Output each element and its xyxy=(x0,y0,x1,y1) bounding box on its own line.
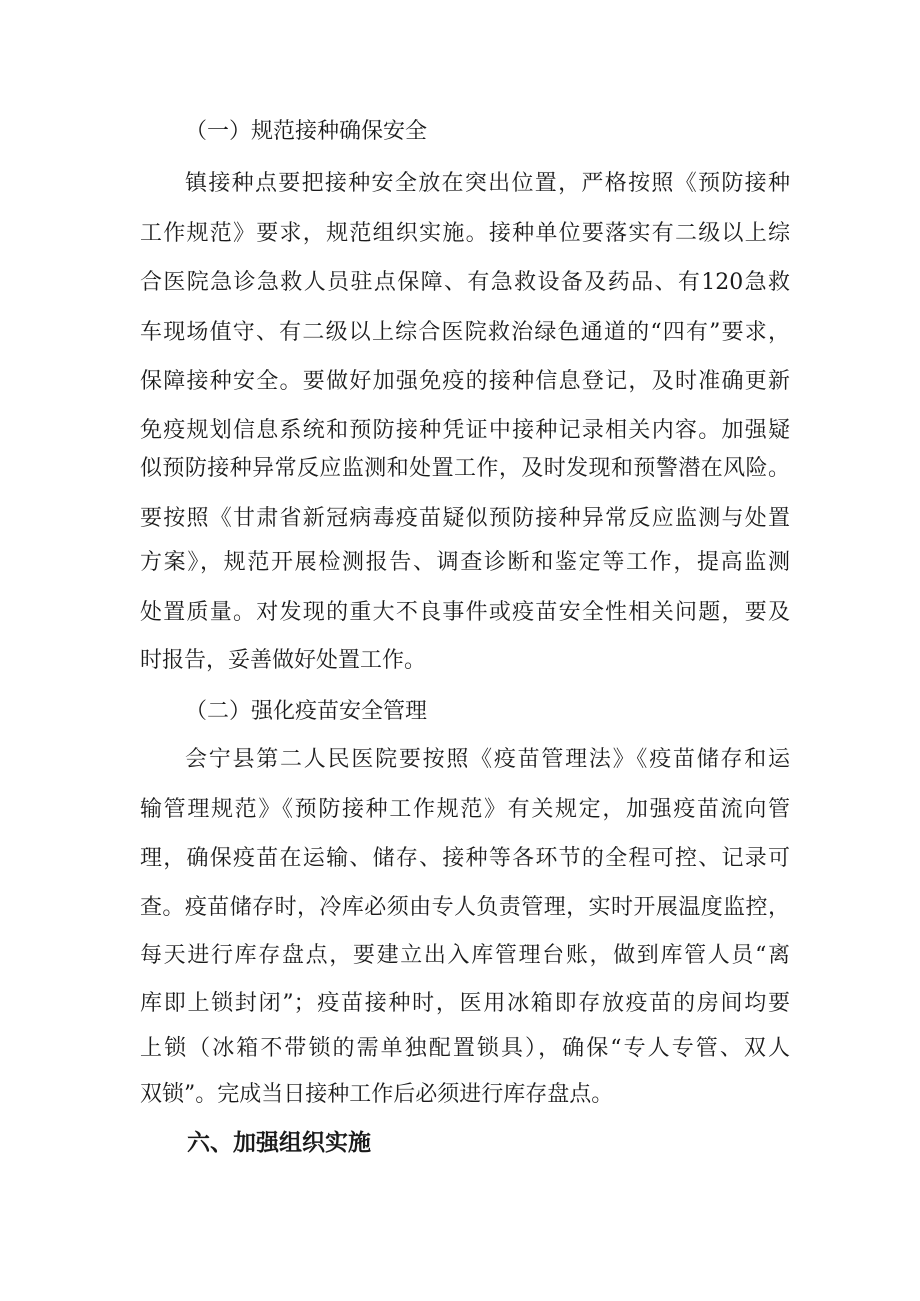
paragraph-line: 方案》，规范开展检测报告、调查诊断和鉴定等工作，提高监测 xyxy=(140,550,790,575)
paragraph-line: 理，确保疫苗在运输、储存、接种等各环节的全程可控、记录可 xyxy=(140,846,790,871)
paragraph-line: 库即上锁封闭”；疫苗接种时，医用冰箱即存放疫苗的房间均要 xyxy=(140,991,790,1016)
paragraph-line: 上锁（冰箱不带锁的需单独配置锁具），确保“专人专管、双人 xyxy=(140,1036,790,1061)
section-2-heading: （二）强化疫苗安全管理 xyxy=(185,699,428,724)
paragraph-line: 会宁县第二人民医院要按照《疫苗管理法》《疫苗储存和运 xyxy=(185,747,790,772)
paragraph-line: 似预防接种异常反应监测和处置工作，及时发现和预警潜在风险。 xyxy=(140,456,790,481)
paragraph-line: 查。疫苗储存时，冷库必须由专人负责管理，实时开展温度监控， xyxy=(140,895,790,920)
paragraph-line: 免疫规划信息系统和预防接种凭证中接种记录相关内容。加强疑 xyxy=(140,418,790,443)
paragraph-line: 镇接种点要把接种安全放在突出位置，严格按照《预防接种 xyxy=(185,171,790,196)
paragraph-line: 处置质量。对发现的重大不良事件或疫苗安全性相关问题，要及 xyxy=(140,600,790,625)
paragraph-line: 输管理规范》《预防接种工作规范》有关规定，加强疫苗流向管 xyxy=(140,797,790,822)
chapter-heading: 六、加强组织实施 xyxy=(187,1130,371,1156)
section-1-heading: （一）规范接种确保安全 xyxy=(185,119,428,144)
paragraph-line: 合医院急诊急救人员驻点保障、有急救设备及药品、有120急救 xyxy=(140,270,790,295)
paragraph-line: 时报告，妥善做好处置工作。 xyxy=(140,648,427,673)
paragraph-line: 车现场值守、有二级以上综合医院救治绿色通道的“四有”要求， xyxy=(140,320,790,345)
paragraph-line: 保障接种安全。要做好加强免疫的接种信息登记，及时准确更新 xyxy=(140,369,790,394)
paragraph-line: 要按照《甘肃省新冠病毒疫苗疑似预防接种异常反应监测与处置 xyxy=(140,506,790,531)
paragraph-line: 双锁”。完成当日接种工作后必须进行库存盘点。 xyxy=(140,1082,614,1107)
paragraph-line: 工作规范》要求，规范组织实施。接种单位要落实有二级以上综 xyxy=(140,221,790,246)
paragraph-line: 每天进行库存盘点，要建立出入库管理台账，做到库管人员“离 xyxy=(140,943,790,968)
